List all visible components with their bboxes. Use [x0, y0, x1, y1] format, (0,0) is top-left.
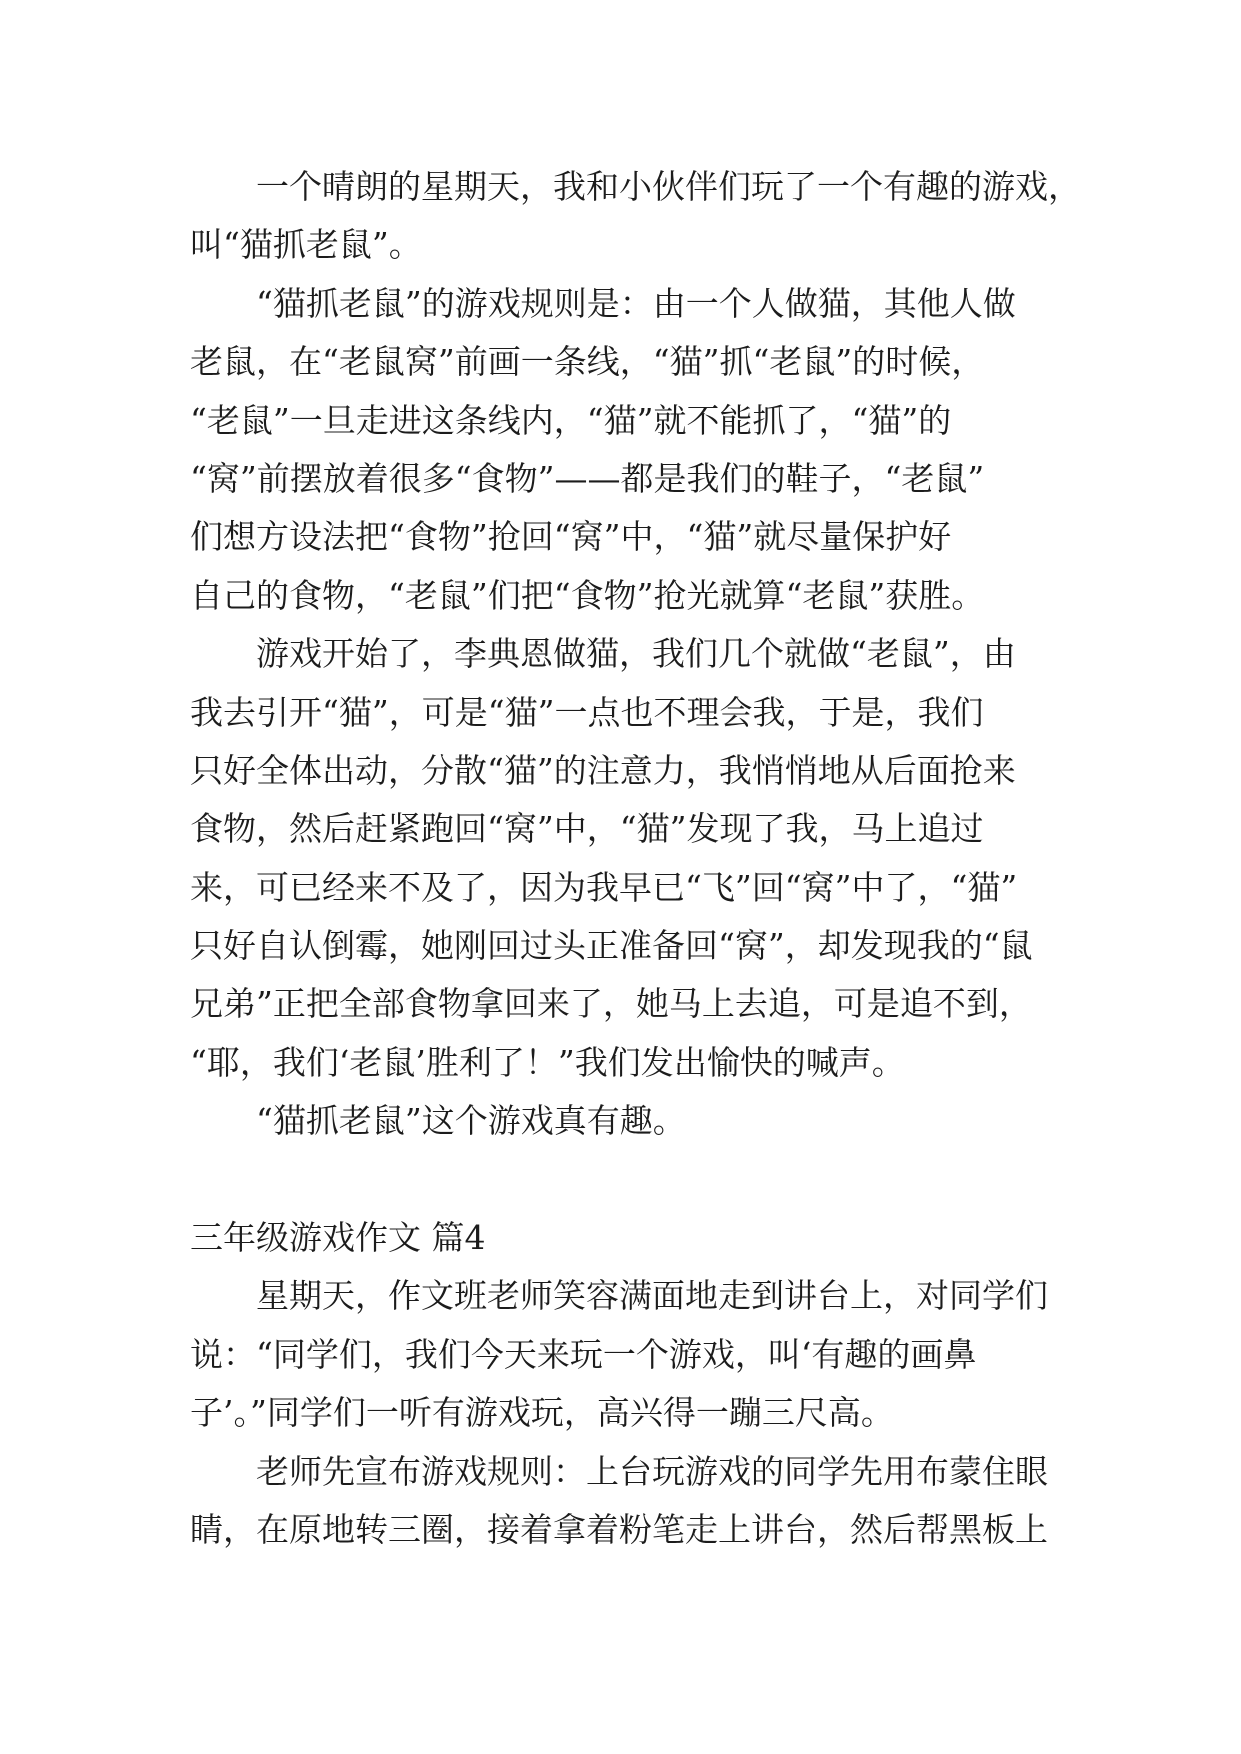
text-line: “老鼠”一旦走进这条线内，“猫”就不能抓了，“猫”的 [190, 400, 952, 440]
text-line: 我去引开“猫”，可是“猫”一点也不理会我，于是，我们 [190, 692, 984, 732]
document-body [190, 158, 1090, 1559]
text-line: 说：“同学们，我们今天来玩一个游戏，叫‘有趣的画鼻 [190, 1334, 977, 1374]
text-line: 兄弟”正把全部食物拿回来了，她马上去追，可是追不到， [190, 984, 1032, 1024]
text-line: 一个晴朗的星期天，我和小伙伴们玩了一个有趣的游戏， [256, 167, 1081, 206]
text-line: 游戏开始了，李典恩做猫，我们几个就做“老鼠”，由 [256, 634, 1016, 674]
text-line: 老鼠，在“老鼠窝”前画一条线，“猫”抓“老鼠”的时候， [190, 342, 985, 382]
paragraph [190, 275, 1090, 625]
paragraph [190, 158, 1090, 275]
text-line: “耶，我们‘老鼠’胜利了！”我们发出愉快的喊声。 [190, 1042, 905, 1082]
text-line: 只好全体出动，分散“猫”的注意力，我悄悄地从后面抢来 [190, 750, 1016, 790]
paragraph [190, 1092, 1090, 1150]
paragraph [190, 1443, 1090, 1560]
text-line: 食物，然后赶紧跑回“窝”中，“猫”发现了我，马上追过 [190, 809, 984, 849]
text-line: 只好自认倒霉，她刚回过头正准备回“窝”，却发现我的“鼠 [190, 926, 1033, 966]
section-gap [190, 1151, 1090, 1209]
section-heading: 三年级游戏作文 篇4 [190, 1218, 486, 1258]
text-line: 叫“猫抓老鼠”。 [190, 225, 422, 265]
text-line: “猫抓老鼠”的游戏规则是：由一个人做猫，其他人做 [256, 283, 1016, 323]
paragraph [190, 625, 1090, 1092]
text-line: 们想方设法把“食物”抢回“窝”中，“猫”就尽量保护好 [190, 517, 952, 557]
paragraph [190, 1267, 1090, 1442]
text-line: 子’。”同学们一听有游戏玩，高兴得一蹦三尺高。 [190, 1393, 894, 1433]
text-line: 星期天，作文班老师笑容满面地走到讲台上，对同学们 [256, 1276, 1048, 1316]
text-line: 睛，在原地转三圈，接着拿着粉笔走上讲台，然后帮黑板上 [190, 1509, 1048, 1549]
text-line: 自己的食物，“老鼠”们把“食物”抢光就算“老鼠”获胜。 [190, 575, 985, 615]
text-line: “猫抓老鼠”这个游戏真有趣。 [256, 1101, 686, 1141]
text-line: 老师先宣布游戏规则：上台玩游戏的同学先用布蒙住眼 [256, 1451, 1048, 1491]
text-line: 来，可已经来不及了，因为我早已“飞”回“窝”中了，“猫” [190, 867, 1018, 907]
text-line: “窝”前摆放着很多“食物”——都是我们的鞋子，“老鼠” [190, 458, 985, 498]
